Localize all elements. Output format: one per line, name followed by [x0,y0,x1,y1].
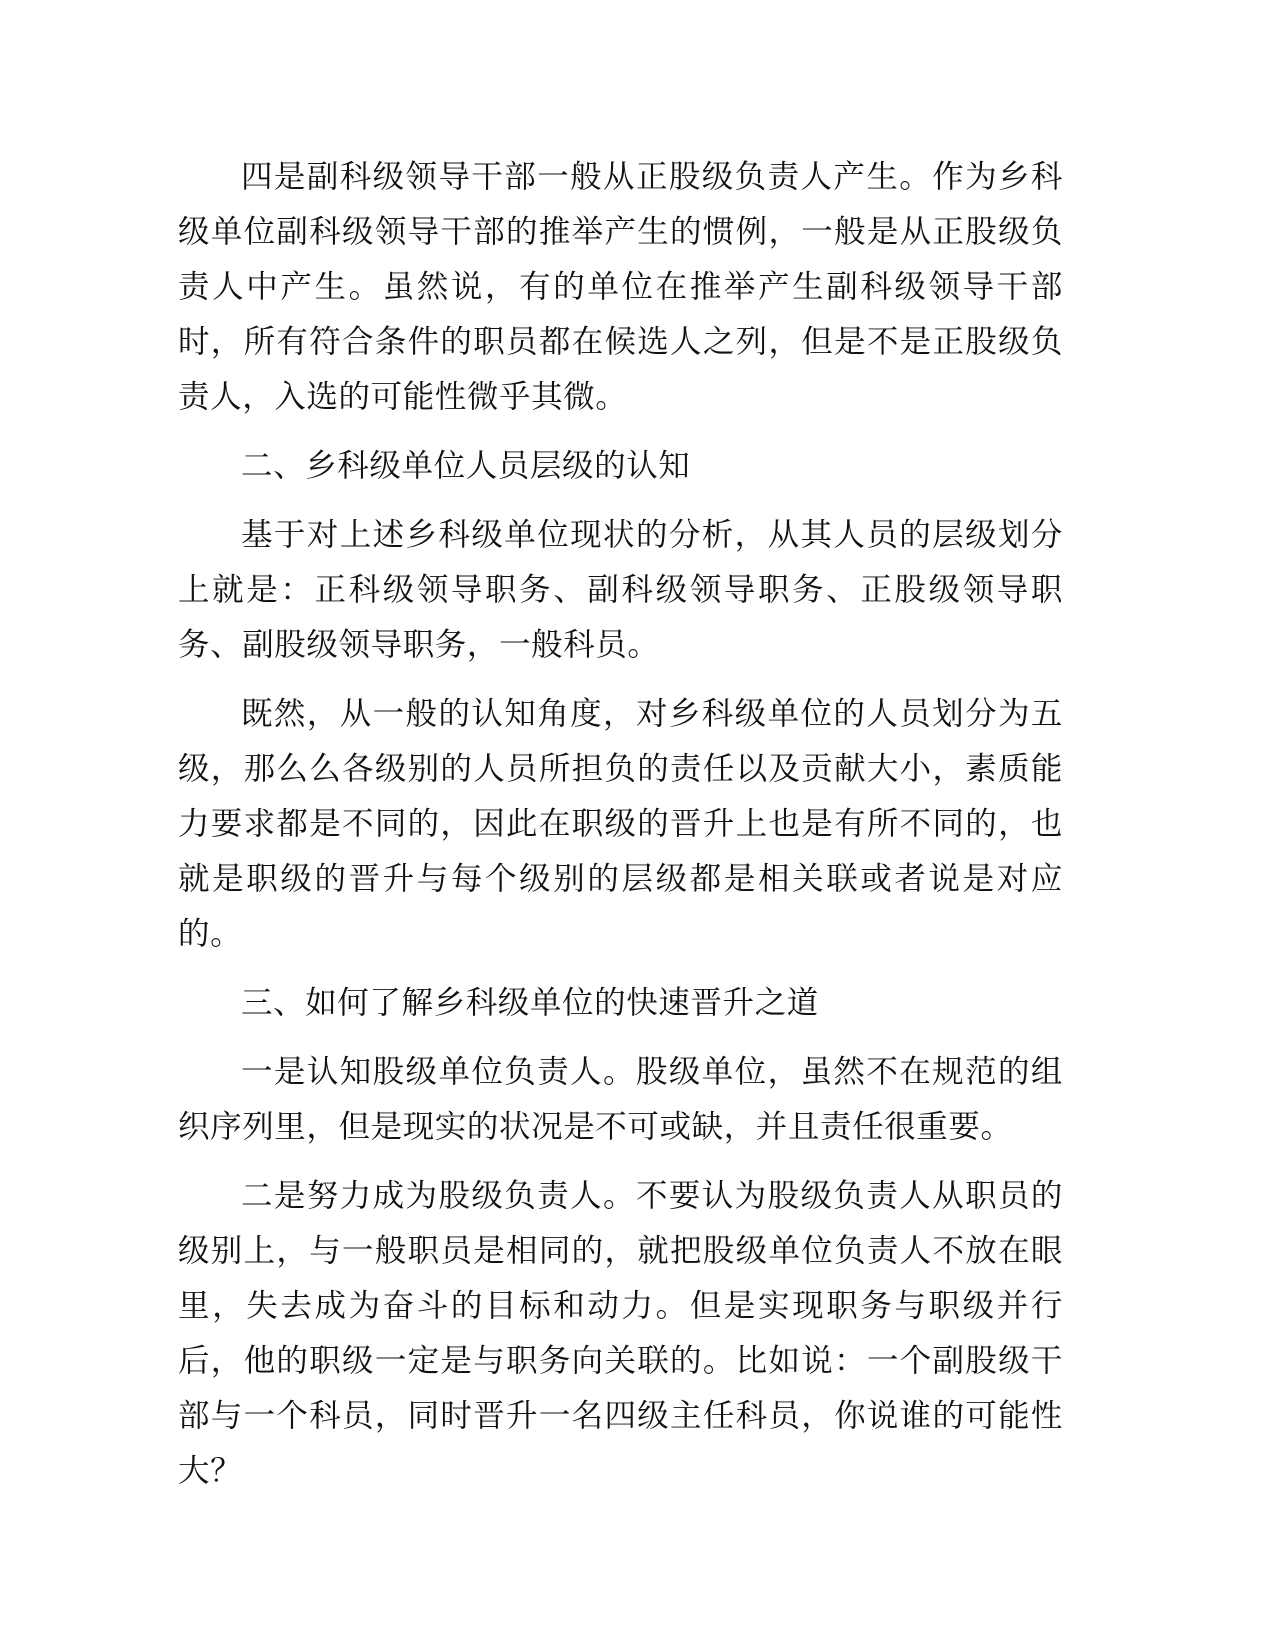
paragraph-five-levels: 既然，从一般的认知角度，对乡科级单位的人员划分为五级，那么么各级别的人员所担负的责任以及贡献大小，素质能力要求都是不同的，因此在职级的晋升上也是有所不同的，也就是职级的晋升与每个级别的层级都是相关联或者说是对应的。 [178,696,1063,952]
paragraph-deputy-section-leaders: 四是副科级领导干部一般从正股级负责人产生。作为乡科级单位副科级领导干部的推举产生的惯例，一般是从正股级负责人中产生。虽然说，有的单位在推举产生副科级领导干部时，所有符合条件的职员都在候选人之列，但是不是正股级负责人，入选的可能性微乎其微。 [178,159,1063,415]
paragraph-hierarchy-levels: 基于对上述乡科级单位现状的分析，从其人员的层级划分上就是：正科级领导职务、副科级领导职务、正股级领导职务、副股级领导职务，一般科员。 [178,517,1063,663]
paragraph-become-unit-leader: 二是努力成为股级负责人。不要认为股级负责人从职员的级别上，与一般职员是相同的，就把股级单位负责人不放在眼里，失去成为奋斗的目标和动力。但是实现职务与职级并行后，他的职级一定是与职务向关联的。比如说：一个副股级干部与一个科员，同时晋升一名四级主任科员，你说谁的可能性大？ [178,1178,1063,1489]
paragraph-know-unit-leader: 一是认知股级单位负责人。股级单位，虽然不在规范的组织序列里，但是现实的状况是不可或缺，并且责任很重要。 [178,1054,1063,1145]
section-heading-promotion: 三、如何了解乡科级单位的快速晋升之道 [241,985,819,1021]
section-heading-hierarchy: 二、乡科级单位人员层级的认知 [241,448,691,484]
document-page [178,150,1063,1513]
